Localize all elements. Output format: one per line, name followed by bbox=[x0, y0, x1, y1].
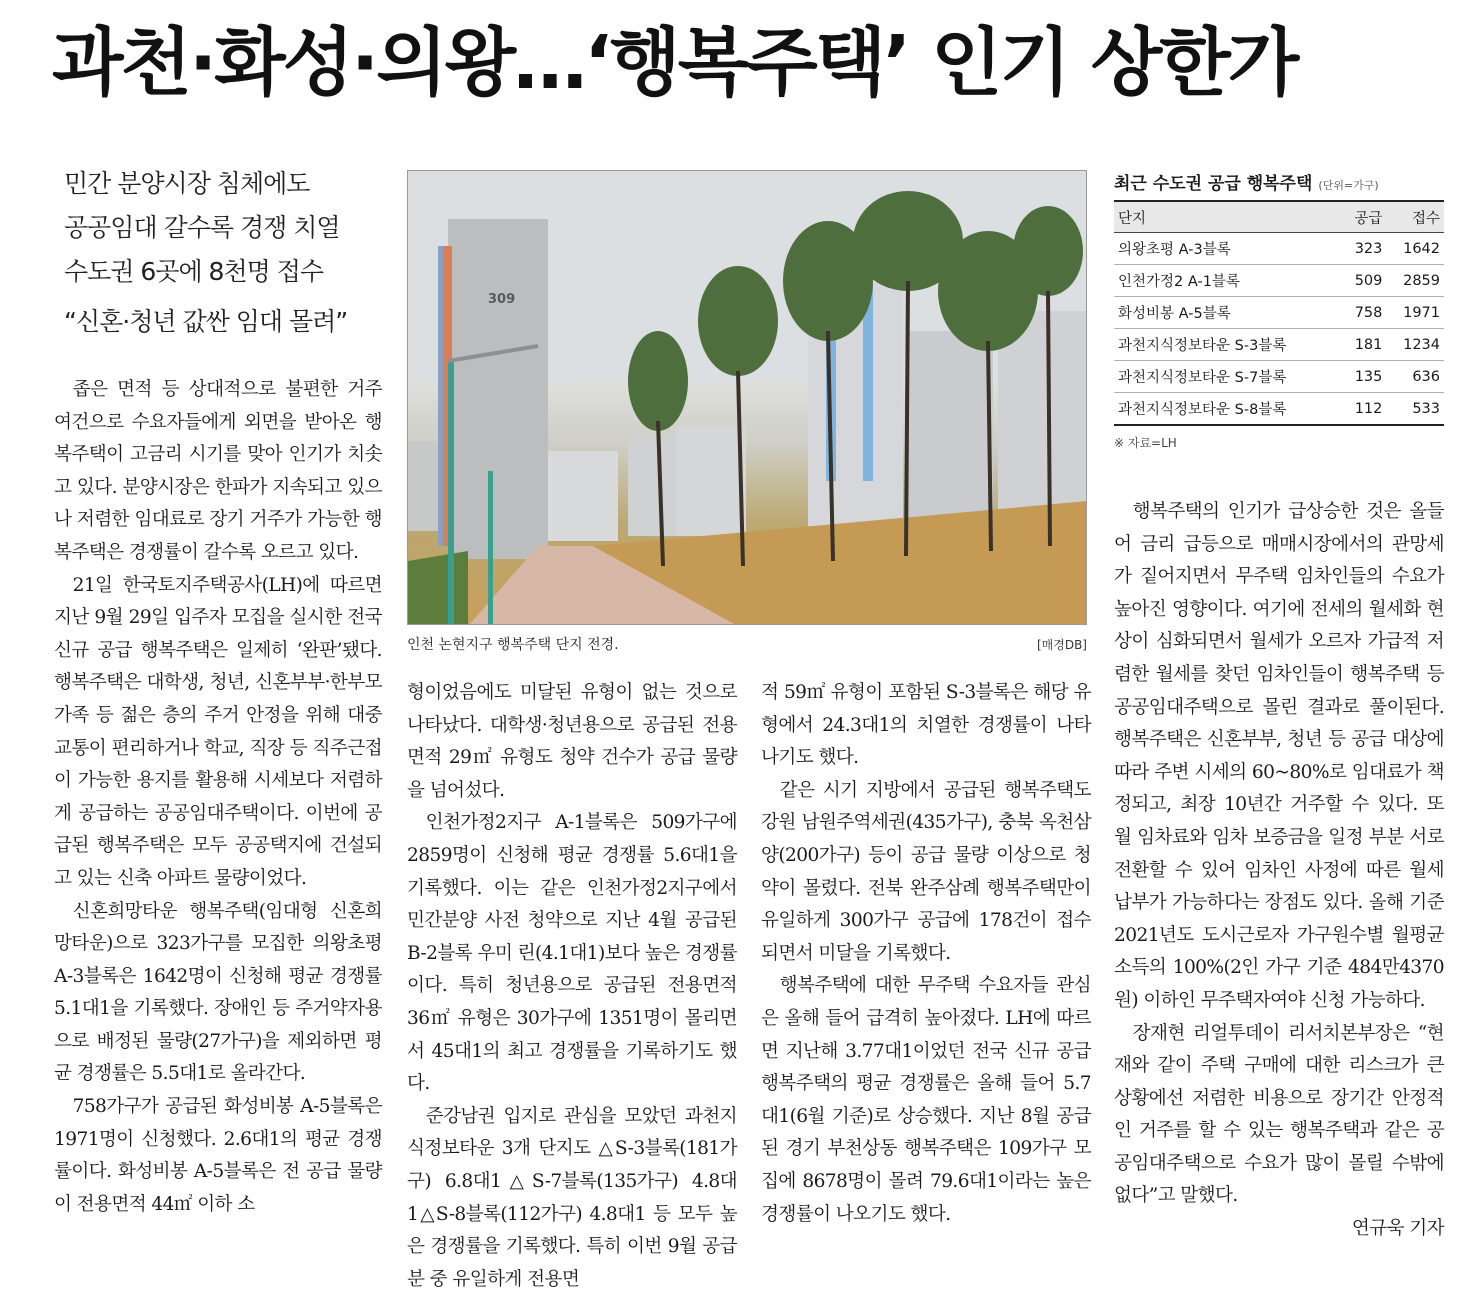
paragraph: 좁은 면적 등 상대적으로 불편한 거주 여건으로 수요자들에게 외면을 받아온 행복주택이 고금리 시기를 맞아 인기가 치솟고 있다. 분양시장은 한파가 지속되고 있으나 저렴한 임대료로 장기 거주가 가능한 행복주택은 경쟁률이 갈수록 오르고 있다. bbox=[54, 379, 382, 563]
applications-cell: 636 bbox=[1386, 361, 1444, 393]
supply-table-box bbox=[1114, 168, 1444, 451]
complex-cell: 과천지식정보타운 S-3블록 bbox=[1114, 329, 1340, 361]
subhead-2: 공공임대 갈수록 경쟁 치열 bbox=[64, 213, 340, 242]
paragraph: 21일 한국토지주택공사(LH)에 따르면 지난 9월 29일 입주자 모집을 실시한 전국 신규 공급 행복주택은 일제히 ‘완판’됐다. 행복주택은 대학생, 청년, 신혼부부·한부모가족 등 젊은 층의 주거 안정을 위해 대중교통이 편리하거나 학교, 직장 등 직주근접이 가능한 용지를 활용해 시세보다 저렴하게 공급하는 공공임대주택이다. 이번에 공급된 행복주택은 모두 공공택지에 건설되고 있는 신축 아파트 물량이었다. bbox=[54, 574, 382, 889]
complex-cell: 과천지식정보타운 S-8블록 bbox=[1118, 402, 1287, 418]
header-supply: 공급 bbox=[1340, 201, 1386, 233]
table-row bbox=[1114, 329, 1444, 361]
header-complex: 단지 bbox=[1114, 201, 1340, 233]
building-number: 309 bbox=[488, 292, 516, 307]
complex-cell: 인천가정2 A-1블록 bbox=[1114, 265, 1340, 297]
body-column-4 bbox=[1114, 496, 1444, 1246]
supply-cell: 135 bbox=[1340, 361, 1386, 393]
paragraph: 인천가정2지구 A-1블록은 509가구에 2859명이 신청해 평균 경쟁률 5.6대1을 기록했다. 이는 같은 인천가정2지구에서 민간분양 사전 청약으로 지난 4월 공급된 B-2블록 우미 린(4.1대1)보다 높은 경쟁률이다. 특히 청년용으로 공급된 전용면적 36㎡ 유형은 30가구에 1351명이 몰리면서 45대1의 최고 경쟁률을 기록하기도 했다. bbox=[407, 812, 737, 1095]
table-source: ※ 자료=LH bbox=[1114, 436, 1177, 450]
supply-cell: 181 bbox=[1340, 329, 1386, 361]
paragraph: 형이었음에도 미달된 유형이 없는 것으로 나타났다. 대학생·청년용으로 공급된 전용면적 29㎡ 유형도 청약 건수가 공급 물량을 넘어섰다. bbox=[407, 682, 737, 801]
applications-cell: 533 bbox=[1412, 400, 1440, 417]
table-row bbox=[1114, 265, 1444, 297]
subhead-1: 민간 분양시장 침체에도 bbox=[64, 169, 310, 198]
body-column-3 bbox=[761, 677, 1091, 1231]
paragraph: 행복주택에 대한 무주택 수요자들 관심은 올해 들어 급격히 높아졌다. LH에 따르면 지난해 3.77대1이었던 전국 신규 공급 행복주택의 평균 경쟁률은 올해 들어 5.7대1(6월 기준)로 상승했다. 지난 8월 공급된 경기 부천상동 행복주택은 109가구 모집에 8678명이 몰려 79.6대1이라는 높은 경쟁률이 나오기도 했다. bbox=[761, 975, 1091, 1225]
quote-subhead: “신혼·청년 값싼 임대 몰려” bbox=[64, 307, 348, 336]
paragraph: 장재현 리얼투데이 리서치본부장은 “현재와 같이 주택 구매에 대한 리스크가 큰 상황에선 저렴한 비용으로 장기간 안정적인 거주를 할 수 있는 행복주택과 같은 공공임대주택으로 수요가 많이 몰릴 수밖에 없다”고 말했다. bbox=[1114, 1022, 1444, 1207]
complex-cell: 과천지식정보타운 S-7블록 bbox=[1114, 361, 1340, 393]
paragraph: 신혼희망타운 행복주택(임대형 신혼희망타운)으로 323가구를 모집한 의왕초평 A-3블록은 1642명이 신청해 평균 경쟁률 5.1대1을 기록했다. 장애인 등 주거약자용으로 배정된 물량(27가구)을 제외하면 평균 경쟁률은 5.5대1로 올라간다. bbox=[54, 900, 382, 1085]
subheads bbox=[64, 162, 394, 344]
paragraph: 준강남권 입지로 관심을 모았던 과천지식정보타운 3개 단지도 △S-3블록(181가구) 6.8대1△S-7블록(135가구) 4.8대1△S-8블록(112가구) 4.8대1 등 모두 높은 경쟁률을 기록했다. 특히 이번 9월 공급분 중 유일하게 전용면 bbox=[407, 1105, 737, 1290]
header-applications: 접수 bbox=[1386, 201, 1444, 233]
applications-cell: 1234 bbox=[1386, 329, 1444, 361]
applications-cell: 1971 bbox=[1386, 297, 1444, 329]
article-photo bbox=[407, 170, 1087, 625]
paragraph: 758가구가 공급된 화성비봉 A-5블록은 1971명이 신청했다. 2.6대1의 평균 경쟁률이다. 화성비봉 A-5블록은 전 공급 물량이 전용면적 44㎡ 이하 소 bbox=[54, 1096, 382, 1215]
subhead-3: 수도권 6곳에 8천명 접수 bbox=[64, 257, 324, 286]
table-row bbox=[1114, 233, 1444, 265]
applications-cell: 2859 bbox=[1386, 265, 1444, 297]
supply-table bbox=[1114, 200, 1444, 426]
supply-cell: 323 bbox=[1340, 233, 1386, 265]
table-header-row bbox=[1114, 201, 1444, 233]
table-row bbox=[1114, 297, 1444, 329]
complex-cell: 의왕초평 A-3블록 bbox=[1114, 233, 1340, 265]
table-row bbox=[1114, 393, 1444, 426]
supply-cell: 509 bbox=[1340, 265, 1386, 297]
photo-credit: [매경DB] bbox=[1036, 638, 1087, 652]
paragraph: 적 59㎡ 유형이 포함된 S-3블록은 해당 유형에서 24.3대1의 치열한 경쟁률이 나타나기도 했다. bbox=[761, 682, 1091, 769]
table-title-text: 최근 수도권 공급 행복주택 bbox=[1114, 174, 1313, 194]
caption-text: 인천 논현지구 행복주택 단지 전경. bbox=[407, 637, 619, 653]
table-row bbox=[1114, 361, 1444, 393]
photo-caption bbox=[407, 632, 1087, 658]
applications-cell: 1642 bbox=[1386, 233, 1444, 265]
paragraph: 행복주택의 인기가 급상승한 것은 올들어 금리 급등으로 매매시장에서의 관망세가 짙어지면서 무주택 임차인들의 수요가 높아진 영향이다. 여기에 전세의 월세화 현상이 심화되면서 월세가 오르자 가급적 저렴한 월세를 찾던 임차인들이 행복주택 등 공공임대주택으로 몰린 결과로 풀이된다. 행복주택은 신혼부부, 청년 등 공급 대상에 따라 주변 시세의 60~80%로 임대료가 책정되고, 최장 10년간 거주할 수 있다. 또 월 임차료와 임차 보증금을 일정 부분 서로 전환할 수 있어 임차인 사정에 따른 월세 납부가 가능하다는 장점도 있다. 올해 기준 2021년도 도시근로자 가구원수별 월평균 소득의 100%(2인 가구 기준 484만4370원) 이하인 무주택자여야 신청 가능하다. bbox=[1114, 501, 1444, 1011]
headline: 과천·화성·의왕…‘행복주택’ 인기 상한가 bbox=[52, 20, 1297, 106]
body-column-1 bbox=[54, 374, 382, 1221]
table-title bbox=[1114, 168, 1444, 200]
body-column-2 bbox=[407, 677, 737, 1296]
complex-cell: 화성비봉 A-5블록 bbox=[1114, 297, 1340, 329]
table-unit: (단위=가구) bbox=[1318, 179, 1379, 192]
byline: 연규욱 기자 bbox=[1351, 1218, 1444, 1240]
supply-cell: 112 bbox=[1354, 400, 1383, 417]
paragraph: 같은 시기 지방에서 공급된 행복주택도 강원 남원주역세권(435가구), 충북 옥천삼양(200가구) 등이 공급 물량 이상으로 청약이 몰렸다. 전북 완주삼례 행복주택만이 유일하게 300가구 공급에 178건이 접수되면서 미달을 기록했다. bbox=[761, 779, 1091, 964]
supply-cell: 758 bbox=[1340, 297, 1386, 329]
